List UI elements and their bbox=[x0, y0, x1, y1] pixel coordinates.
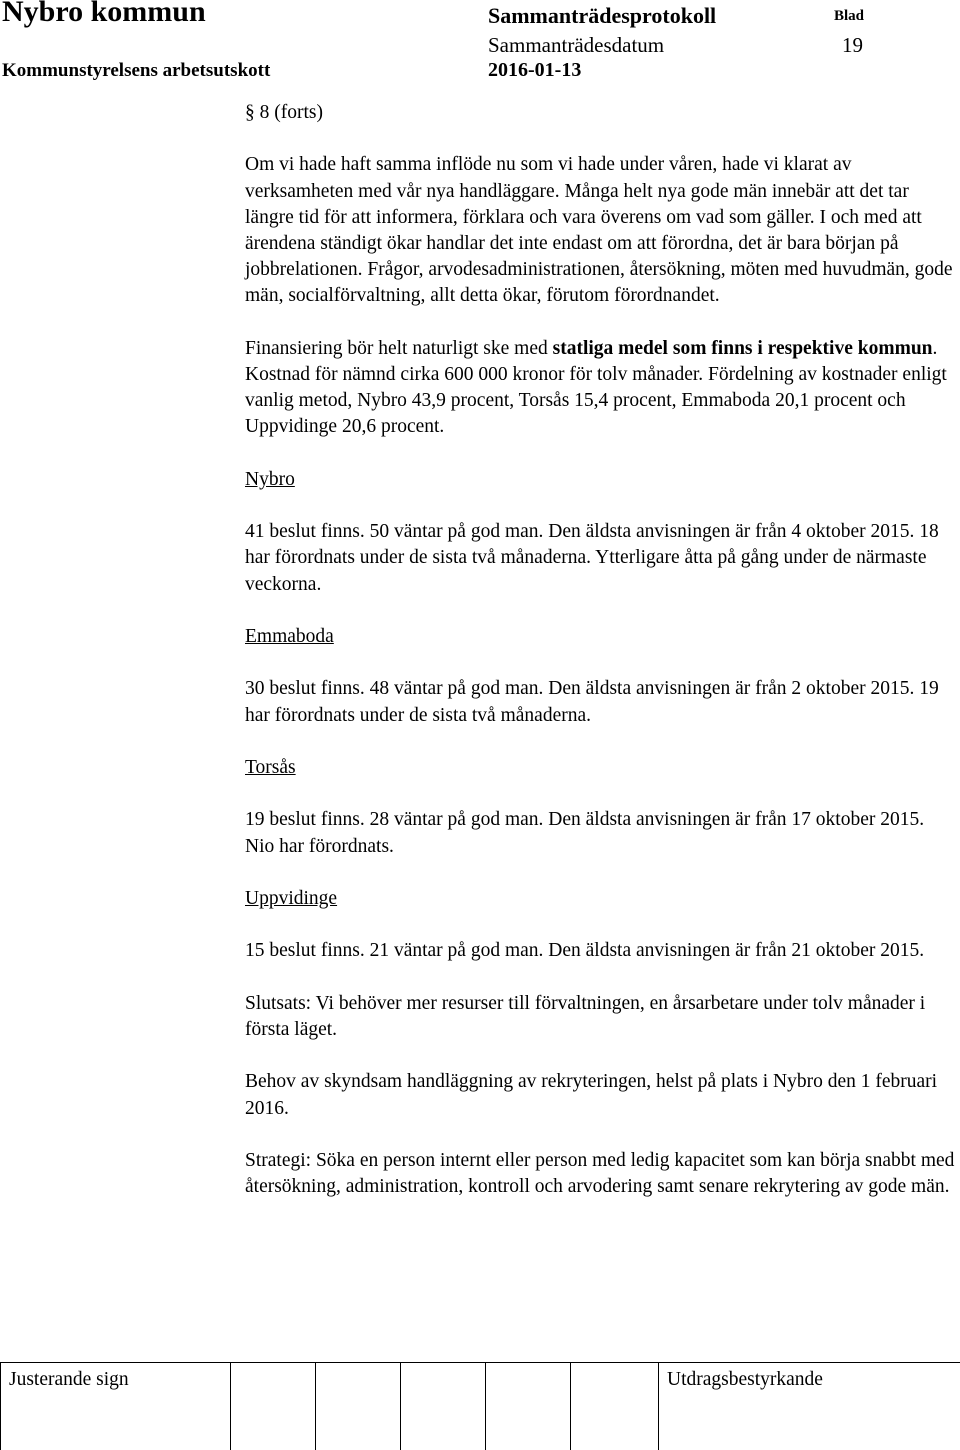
financing-bold-text: statliga medel som finns i respektive kommun bbox=[552, 337, 933, 359]
municipality-title: Nybro kommun bbox=[2, 0, 206, 28]
page-label: Blad bbox=[834, 8, 865, 24]
financing-text-start: Finansiering bör helt naturligt ske med bbox=[245, 337, 553, 359]
protocol-title: Sammanträdesprotokoll bbox=[488, 3, 717, 28]
heading-nybro: Nybro bbox=[245, 468, 295, 490]
signature-box-4 bbox=[400, 1363, 486, 1450]
signature-box-1 bbox=[0, 1363, 231, 1450]
paragraph-emmaboda: 30 beslut finns. 48 väntar på god man. Den äldsta anvisningen är från 2 oktober 2015. 19 har förordnats under de sista två månaderna. bbox=[245, 678, 939, 726]
signature-box-5 bbox=[485, 1363, 571, 1450]
paragraph-financing bbox=[245, 336, 957, 441]
signature-footer bbox=[0, 1362, 960, 1450]
date-label: Sammanträdesdatum bbox=[488, 33, 665, 57]
document-body bbox=[245, 100, 957, 1227]
signature-box-3 bbox=[315, 1363, 401, 1450]
heading-emmaboda: Emmaboda bbox=[245, 625, 334, 647]
sign-label: Justerande sign bbox=[9, 1369, 129, 1390]
paragraph-strategy: Strategi: Söka en person internt eller person med ledig kapacitet som kan börja snabbt med återsökning, administration, kontroll och arvodering samt senare rekrytering av gode män. bbox=[245, 1149, 955, 1198]
paragraph-intro: Om vi hade haft samma inflöde nu som vi hade under våren, hade vi klarat av verksamheten med vår nya handläggare. Många helt nya gode män innebär att det tar längre tid för att informera, förklara och vara överens om vad som gäller. I och med att ärendena ständigt ökar handlar det inte endast om att förordna, det är bara början på jobbrelationen. Frågor, arvodesadministrationen, återsökning, möten med huvudmän, gode män, socialförvaltning, allt detta ökar, förutom förordnandet. bbox=[245, 154, 953, 307]
section-heading: § 8 (forts) bbox=[245, 102, 323, 123]
signature-box-2 bbox=[230, 1363, 316, 1450]
paragraph-torsas: 19 beslut finns. 28 väntar på god man. Den äldsta anvisningen är från 17 oktober 2015. Nio har förordnats. bbox=[245, 809, 925, 857]
heading-uppvidinge: Uppvidinge bbox=[245, 887, 338, 909]
extract-box bbox=[658, 1363, 960, 1450]
financing-text-end: . Kostnad för nämnd cirka 600 000 kronor för tolv månader. Fördelning av kostnader enligt vanlig metod, Nybro 43,9 procent, Torsås 15,4 procent, Emmaboda 20,1 procent och Uppvidinge 20,6 procent. bbox=[245, 337, 947, 438]
meeting-date: 2016-01-13 bbox=[488, 59, 582, 81]
heading-torsas: Torsås bbox=[245, 756, 296, 778]
paragraph-uppvidinge: 15 beslut finns. 21 väntar på god man. Den äldsta anvisningen är från 21 oktober 2015. bbox=[245, 940, 925, 962]
paragraph-conclusion: Slutsats: Vi behöver mer resurser till förvaltningen, en årsarbetare under tolv månader i första läget. bbox=[245, 992, 926, 1040]
page-number: 19 bbox=[842, 33, 863, 57]
extract-label: Utdragsbestyrkande bbox=[667, 1369, 823, 1390]
paragraph-nybro: 41 beslut finns. 50 väntar på god man. Den äldsta anvisningen är från 4 oktober 2015. 18 har förordnats under de sista två månaderna. Ytterligare åtta på gång under de närmaste veckorna. bbox=[245, 521, 939, 595]
committee-name: Kommunstyrelsens arbetsutskott bbox=[2, 60, 271, 81]
paragraph-need: Behov av skyndsam handläggning av rekryteringen, helst på plats i Nybro den 1 februari 2016. bbox=[245, 1071, 938, 1119]
signature-box-6 bbox=[570, 1363, 659, 1450]
